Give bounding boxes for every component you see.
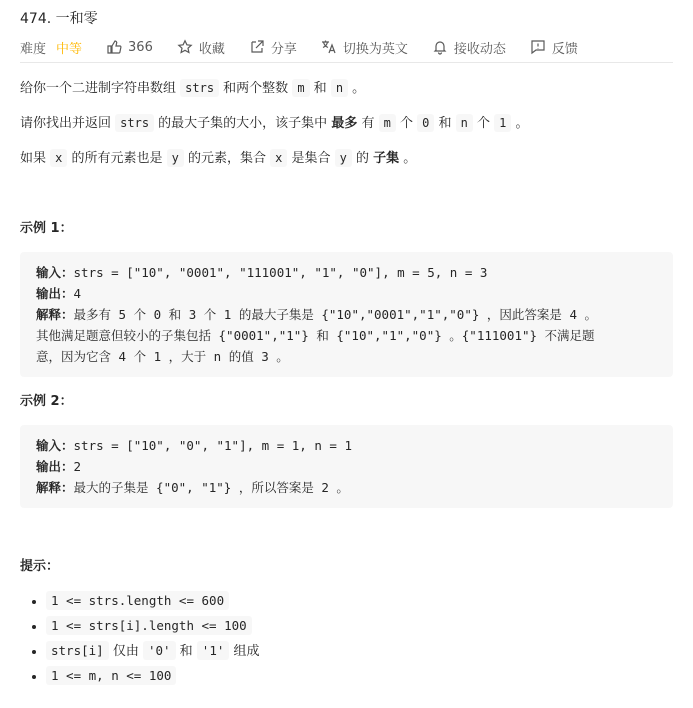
- notify-label: 接收动态: [453, 41, 506, 57]
- example-2-heading: 示例 2：: [20, 394, 73, 409]
- feedback-icon: [530, 39, 546, 55]
- like-button[interactable]: [106, 39, 153, 55]
- hints-list: [20, 590, 673, 688]
- share-label: 分享: [270, 41, 297, 57]
- feedback-label: 反馈: [551, 41, 578, 57]
- share-icon: [249, 39, 265, 55]
- translate-icon: [321, 39, 337, 55]
- hint-item: • 1 <= m, n <= 100: [46, 665, 673, 688]
- favorite-button[interactable]: [177, 38, 225, 57]
- example-1-explanation-line-3: 意，因为它含 4 个 1 ，大于 n 的值 3 。: [36, 349, 289, 364]
- star-icon: [177, 39, 193, 55]
- hint-item: • 1 <= strs[i].length <= 100: [46, 615, 673, 638]
- example-1-explanation: 解释：最多有 5 个 0 和 3 个 1 的最大子集是 {"10","0001","1","0"} ，因此答案是 4 。: [36, 307, 597, 322]
- example-1-input: 输入：strs = ["10", "0001", "111001", "1", "0"], m = 5, n = 3: [36, 265, 488, 280]
- share-button[interactable]: [249, 38, 297, 57]
- problem-meta-bar: [20, 32, 673, 63]
- example-1-block: [20, 252, 673, 377]
- example-2-block: [20, 425, 673, 508]
- notify-button[interactable]: [432, 38, 506, 57]
- hints-heading: 提示：: [20, 559, 60, 574]
- bell-icon: [432, 39, 448, 55]
- difficulty: [20, 38, 82, 57]
- example-1-explanation-line-2: 其他满足题意但较小的子集包括 {"0001","1"} 和 {"10","1","0"} 。{"111001"} 不满足题: [36, 328, 595, 343]
- like-count: 366: [128, 39, 153, 55]
- favorite-label: 收藏: [198, 41, 225, 57]
- hint-item: • 1 <= strs.length <= 600: [46, 590, 673, 613]
- translate-button[interactable]: [321, 38, 408, 57]
- example-1-output: 输出：4: [36, 286, 82, 301]
- example-2-explanation: 解释：最大的子集是 {"0", "1"} ，所以答案是 2 。: [36, 480, 349, 495]
- feedback-button[interactable]: [530, 38, 578, 57]
- example-2-input: 输入：strs = ["10", "0", "1"], m = 1, n = 1: [36, 438, 352, 453]
- thumbs-up-icon: [106, 39, 122, 55]
- description-paragraph-3: 如果 x 的所有元素也是 y 的元素，集合 x 是集合 y 的 子集 。: [20, 151, 417, 166]
- description-paragraph-2: 请你找出并返回 strs 的最大子集的大小，该子集中 最多 有 m 个 0 和 n 个 1 。: [20, 116, 529, 131]
- translate-label: 切换为英文: [342, 41, 408, 57]
- example-1-heading: 示例 1：: [20, 221, 73, 236]
- problem-title: 474. 一和零: [20, 11, 98, 27]
- example-2-output: 输出：2: [36, 459, 82, 474]
- hint-item: • strs[i] 仅由 '0' 和 '1' 组成: [46, 640, 673, 663]
- difficulty-label: 难度: [20, 41, 47, 57]
- description-paragraph-1: 给你一个二进制字符串数组 strs 和两个整数 m 和 n 。: [20, 81, 366, 96]
- difficulty-value: 中等: [56, 41, 83, 57]
- problem-description: [20, 63, 673, 688]
